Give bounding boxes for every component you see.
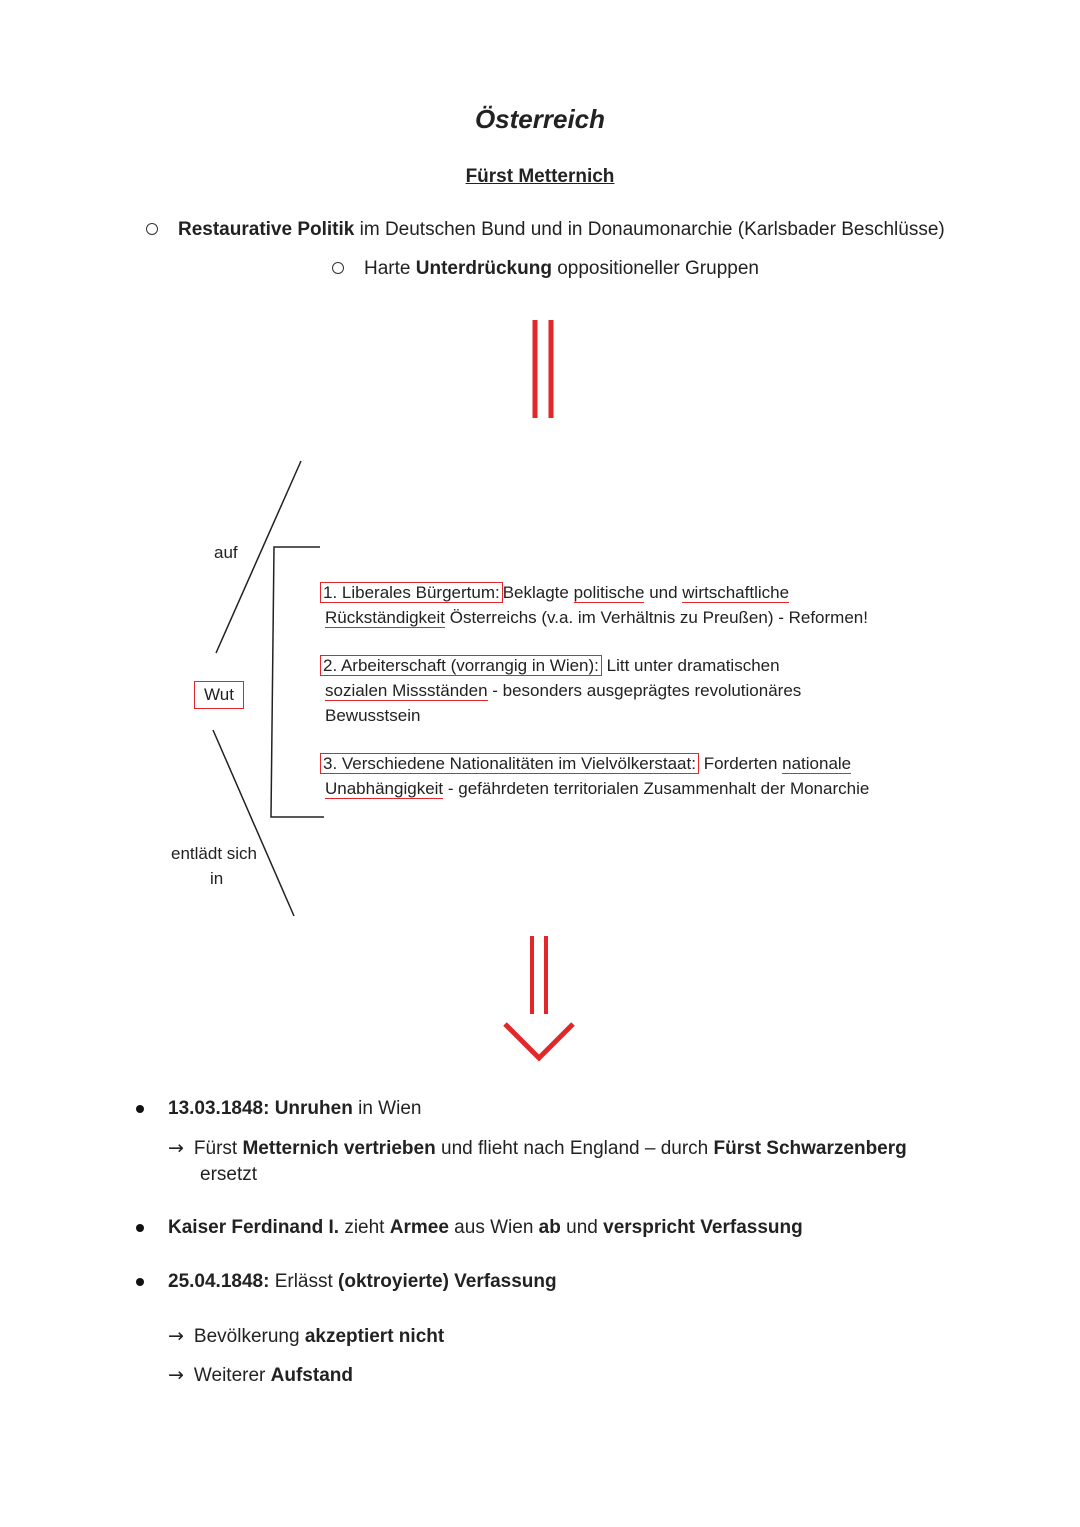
group-3-line-1: 3. Verschiedene Nationalitäten im Vielvölkerstaat: Forderten nationale <box>320 754 851 774</box>
group-3-line-2: Unabhängigkeit - gefährdeten territorialen Zusammenhalt der Monarchie <box>325 779 870 798</box>
label-entlaedt-sich: entlädt sich <box>171 844 257 863</box>
event-3-sub-2: → Weiterer Aufstand <box>168 1364 353 1386</box>
label-in: in <box>210 869 224 888</box>
group-2-line-3: Bewusstsein <box>325 706 421 725</box>
left-bracket <box>271 547 324 817</box>
right-arrow-icon: → <box>168 1325 184 1347</box>
event-1: 13.03.1848: Unruhen in Wien <box>136 1098 421 1120</box>
event-3: 25.04.1848: Erlässt (oktroyierte) Verfassung <box>136 1271 557 1293</box>
label-wut: Wut <box>194 681 244 709</box>
group-1-line-2: Rückständigkeit Österreichs (v.a. im Verhältnis zu Preußen) - Reformen! <box>325 608 868 627</box>
intro-line-1: Restaurative Politik im Deutschen Bund und in Donaumonarchie (Karlsbader Beschlüsse) <box>146 219 945 241</box>
bullet-icon <box>136 1278 144 1286</box>
lower-diagonal-line <box>213 730 294 916</box>
page-title: Österreich <box>474 104 606 134</box>
red-down-arrow-icon <box>495 930 585 1070</box>
group-2-line-2: sozialen Missständen - besonders ausgeprägtes revolutionäres <box>325 681 802 700</box>
event-2: Kaiser Ferdinand I. zieht Armee aus Wien ab und verspricht Verfassung <box>136 1217 803 1239</box>
right-arrow-icon: → <box>168 1364 184 1386</box>
right-arrow-icon: → <box>168 1137 184 1159</box>
bullet-icon <box>136 1224 144 1232</box>
label-auf: auf <box>214 543 238 562</box>
intro-line-2: Harte Unterdrückung oppositioneller Gruppen <box>332 258 759 280</box>
page-subtitle: Fürst Metternich <box>465 166 615 187</box>
event-1-sub: → Fürst Metternich vertrieben und flieht nach England – durch Fürst Schwarzenberg <box>168 1137 907 1159</box>
event-3-sub-1: → Bevölkerung akzeptiert nicht <box>168 1325 445 1347</box>
event-1-sub-cont: ersetzt <box>200 1164 258 1185</box>
group-2-line-1: 2. Arbeiterschaft (vorrangig in Wien): Litt unter dramatischen <box>320 656 780 676</box>
bullet-icon <box>136 1105 144 1113</box>
group-1-line-1: 1. Liberales Bürgertum: Beklagte politische und wirtschaftliche <box>320 583 789 603</box>
